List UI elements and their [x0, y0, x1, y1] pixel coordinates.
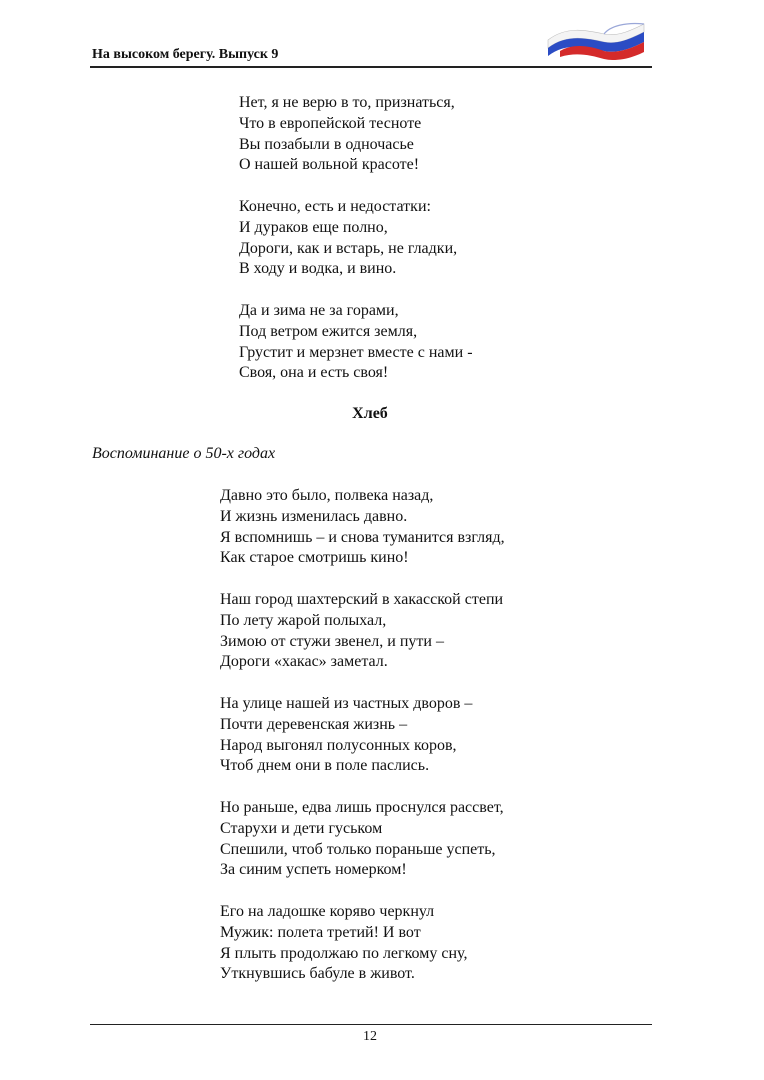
russian-flag-ribbon-icon: [546, 20, 646, 60]
poem-line: Его на ладошке коряво черкнул: [220, 902, 435, 920]
poem-line: Грустит и мерзнет вместе с нами -: [239, 343, 473, 361]
poem-line: Но раньше, едва лишь проснулся рассвет,: [220, 798, 504, 816]
poem-line: Старухи и дети гуськом: [220, 819, 383, 837]
poem-line: Мужик: полета третий! И вот: [220, 923, 421, 941]
poem-title: Хлеб: [352, 405, 388, 422]
poem-line: Народ выгонял полусонных коров,: [220, 736, 457, 754]
poem-line: Нет, я не верю в то, признаться,: [239, 94, 455, 111]
poem-line: Под ветром ежится земля,: [239, 322, 418, 340]
stanza: [220, 590, 505, 673]
page-number: 12: [363, 1029, 377, 1044]
stanza: [239, 197, 473, 280]
stanza: [239, 93, 473, 176]
header-divider: [90, 66, 652, 68]
running-header-title: На высоком берегу. Выпуск 9: [92, 47, 279, 62]
poem-line: Зимою от стужи звенел, и пути –: [220, 632, 444, 650]
poem-line: Вы позабыли в одночасье: [239, 135, 414, 153]
poem-line: Я вспомнишь – и снова туманится взгляд,: [220, 528, 505, 546]
poem-line: В ходу и водка, и вино.: [239, 260, 397, 278]
poem-line: Уткнувшись бабуле в живот.: [220, 965, 415, 983]
poem-line: Почти деревенская жизнь –: [220, 715, 408, 733]
poem-line: Спешили, чтоб только пораньше успеть,: [220, 840, 496, 858]
poem-line: И жизнь изменилась давно.: [220, 507, 408, 525]
poem-line: Своя, она и есть своя!: [239, 364, 389, 382]
stanza: [220, 694, 505, 777]
poem-line: Что в европейской тесноте: [239, 114, 422, 132]
poem-line: О нашей вольной красоте!: [239, 156, 420, 174]
poem-line: Наш город шахтерский в хакасской степи: [220, 590, 504, 608]
poem-line: Давно это было, полвека назад,: [220, 487, 434, 504]
poem-second-body: [220, 486, 505, 985]
poem-line: Дороги «хакас» заметал.: [220, 653, 388, 671]
poem-line: Конечно, есть и недостатки:: [239, 197, 431, 215]
poem-line: И дураков еще полно,: [239, 218, 388, 236]
poem-line: За синим успеть номерком!: [220, 861, 407, 879]
poem-line: На улице нашей из частных дворов –: [220, 694, 473, 712]
stanza: [239, 301, 473, 384]
poem-first-body: [239, 93, 473, 384]
poem-line: Я плыть продолжаю по легкому сну,: [220, 944, 468, 962]
poem-epigraph: Воспоминание о 50-х годах: [92, 445, 276, 462]
stanza: [220, 486, 505, 569]
poem-line: Дороги, как и встарь, не гладки,: [239, 239, 458, 257]
stanza: [220, 798, 505, 881]
poem-line: По лету жарой полыхал,: [220, 611, 387, 629]
poem-line: Как старое смотришь кино!: [220, 549, 409, 567]
footer-divider: [90, 1024, 652, 1025]
poem-line: Да и зима не за горами,: [239, 301, 399, 319]
poem-line: Чтоб днем они в поле паслись.: [220, 757, 430, 775]
stanza: [220, 902, 505, 985]
